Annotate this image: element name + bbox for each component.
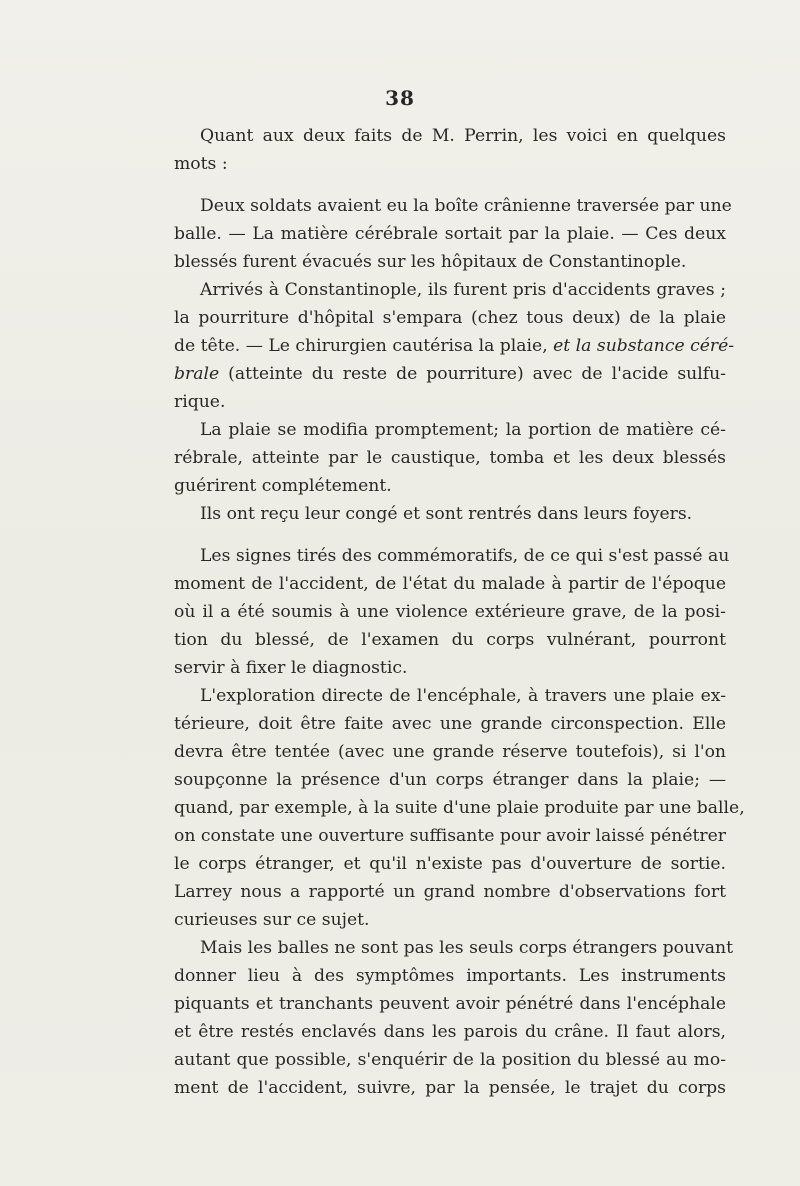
text-line: brale (atteinte du reste de pourriture) avec de l'acide sulfu- bbox=[174, 364, 726, 384]
text-line: Deux soldats avaient eu la boîte crânienne traversée par une bbox=[200, 196, 732, 216]
text-line: le corps étranger, et qu'il n'existe pas d'ouverture de sortie. bbox=[174, 854, 726, 874]
text-line: moment de l'accident, de l'état du malade à partir de l'époque bbox=[174, 574, 726, 594]
text-line: devra être tentée (avec une grande réserve toutefois), si l'on bbox=[174, 742, 726, 762]
text-line: quand, par exemple, à la suite d'une plaie produite par une balle, bbox=[174, 798, 745, 818]
text-line: Quant aux deux faits de M. Perrin, les voici en quelques bbox=[200, 126, 726, 146]
text-line: Larrey nous a rapporté un grand nombre d'observations fort bbox=[174, 882, 726, 902]
text-line: piquants et tranchants peuvent avoir pénétré dans l'encéphale bbox=[174, 994, 726, 1014]
text-line: Mais les balles ne sont pas les seuls corps étrangers pouvant bbox=[200, 938, 734, 958]
text-line: soupçonne la présence d'un corps étranger dans la plaie; — bbox=[174, 770, 726, 790]
text-line: ment de l'accident, suivre, par la pensée, le trajet du corps bbox=[174, 1078, 726, 1098]
text-line: on constate une ouverture suffisante pour avoir laissé pénétrer bbox=[174, 826, 726, 846]
text-line: la pourriture d'hôpital s'empara (chez tous deux) de la plaie bbox=[174, 308, 726, 328]
text-line: servir à fixer le diagnostic. bbox=[174, 658, 408, 678]
text-line: balle. — La matière cérébrale sortait par la plaie. — Ces deux bbox=[174, 224, 726, 244]
text-line: donner lieu à des symptômes importants. Les instruments bbox=[174, 966, 726, 986]
text-line: rébrale, atteinte par le caustique, tomba et les deux blessés bbox=[174, 448, 726, 468]
text-line: et être restés enclavés dans les parois du crâne. Il faut alors, bbox=[174, 1022, 726, 1042]
text-line: mots : bbox=[174, 154, 228, 174]
text-line: Ils ont reçu leur congé et sont rentrés dans leurs foyers. bbox=[200, 504, 693, 524]
text-line: où il a été soumis à une violence extérieure grave, de la posi- bbox=[174, 602, 726, 622]
body-text bbox=[174, 122, 745, 1102]
text-line: Arrivés à Constantinople, ils furent pris d'accidents graves ; bbox=[200, 280, 726, 300]
text-line: de tête. — Le chirurgien cautérisa la plaie, et la substance céré- bbox=[174, 336, 735, 356]
text-line: tion du blessé, de l'examen du corps vulnérant, pourront bbox=[174, 630, 726, 650]
text-line: L'exploration directe de l'encéphale, à travers une plaie ex- bbox=[200, 686, 726, 706]
text-line: térieure, doit être faite avec une grande circonspection. Elle bbox=[174, 714, 726, 734]
text-line: curieuses sur ce sujet. bbox=[174, 910, 370, 930]
text-line: La plaie se modifia promptement; la portion de matière cé- bbox=[200, 420, 726, 440]
text-line: rique. bbox=[174, 392, 226, 412]
text-line: blessés furent évacués sur les hôpitaux de Constantinople. bbox=[174, 252, 687, 272]
text-line: autant que possible, s'enquérir de la position du blessé au mo- bbox=[174, 1050, 726, 1070]
text-line: Les signes tirés des commémoratifs, de ce qui s'est passé au bbox=[200, 546, 730, 566]
text-line: guérirent complétement. bbox=[174, 476, 392, 496]
page-number: 38 bbox=[385, 86, 415, 110]
